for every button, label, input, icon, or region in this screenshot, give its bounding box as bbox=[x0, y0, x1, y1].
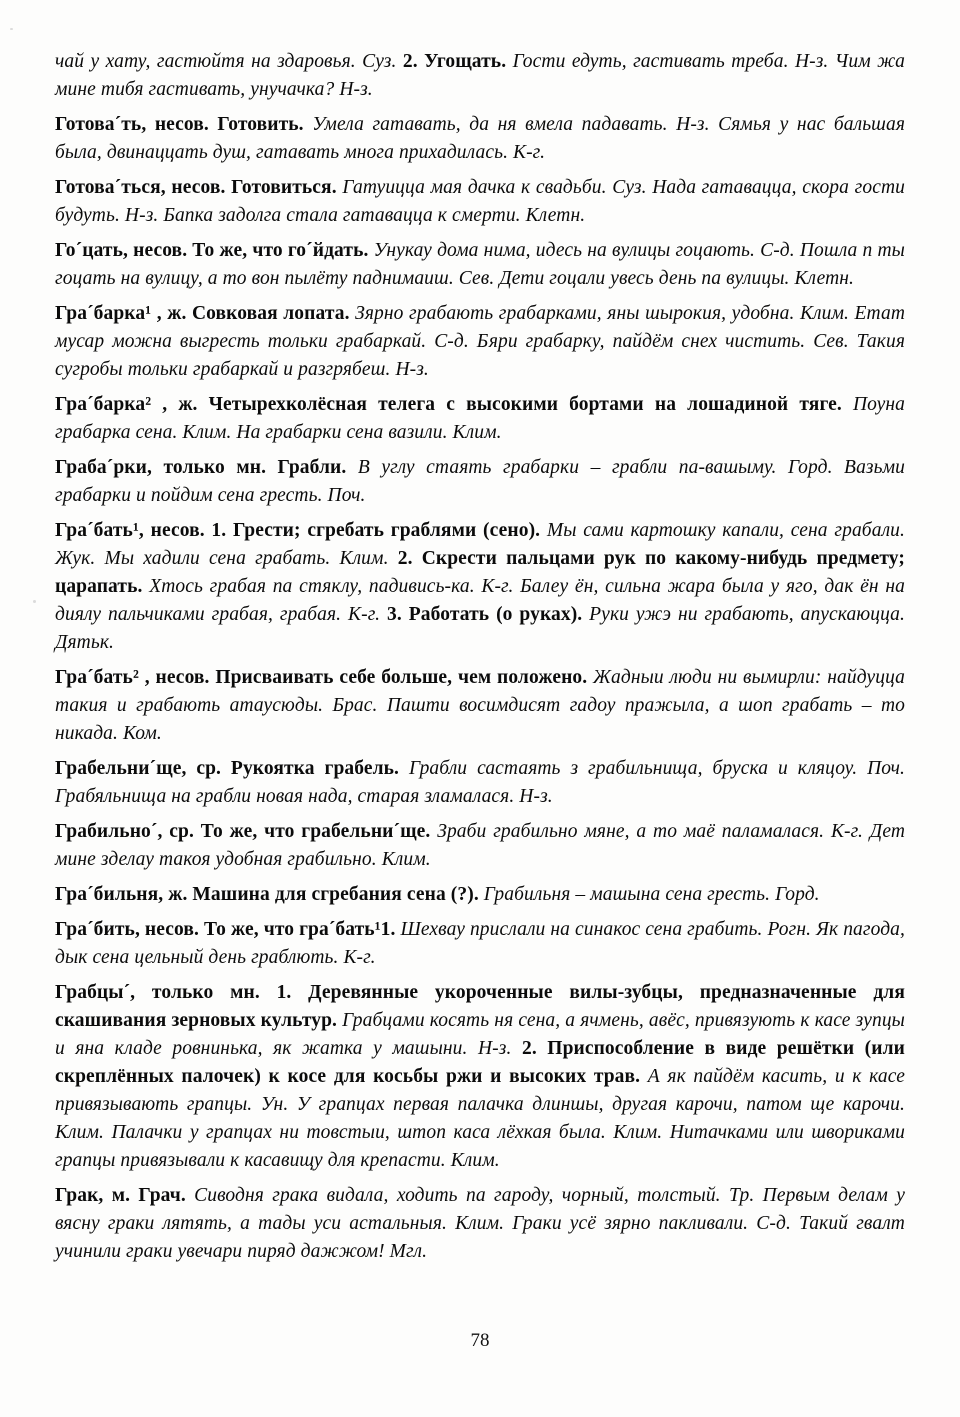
dictionary-entry bbox=[55, 300, 905, 384]
entry-example-text: Мы сами картошку капали, сена грабали. Жук. Мы хадили сена грабать. Клим. bbox=[55, 520, 905, 569]
dictionary-text-block bbox=[55, 48, 905, 1273]
entry-example-text: Хтось грабая па стяклу, падивись-ка. К-г. Балеу ён, сильна жара была у яго, дак ён на диялу пальчиками грабая, грабая. К-г. bbox=[55, 576, 905, 625]
entry-example-text: А як пайдём касить, и к касе привязывають грапцы. Ун. У грапцах первая палачка длиншы, другая карочи, патом ще карочи. Клим. Палачки у грапцах ни товстыи, штоп каса лёхкая была. Клим. Нитачками или швориками грапцы привязывали к касавищу для крепасти. Клим. bbox=[55, 1066, 906, 1171]
entry-headword-definition: Го´цать, несов. То же, что го´йдать. bbox=[55, 240, 374, 261]
entry-example-text: Руки ужэ ни грабають, апускаюцца. Дятьк. bbox=[55, 604, 905, 653]
dictionary-entry bbox=[55, 174, 905, 230]
entry-headword-definition: Гра´бать¹, несов. 1. Грести; сгребать граблями (сено). bbox=[55, 520, 547, 541]
scan-speck bbox=[33, 600, 36, 603]
entry-headword-definition: Гра´бать² , несов. Присваивать себе больше, чем положено. bbox=[55, 667, 594, 688]
dictionary-entry bbox=[55, 881, 905, 909]
entry-headword-definition: Гра´бить, несов. То же, что гра´бать¹1. bbox=[55, 919, 401, 940]
entry-example-text: Унукау дома нима, идесь на вулицы гоцають. С-д. Пошла п ты гоцать на вулицу, а то вон пылёту паднимаиш. Сев. Дети гоцали увесь день па вулицы. Клетн. bbox=[55, 240, 905, 289]
entry-example-text: Шехвау прислали на синакос сена грабить. Рогн. Як пагода, дык сена цельный день граблють. К-г. bbox=[55, 919, 905, 968]
entry-example-text: Грабли састаять з грабильнища, бруска и кляцоу. Поч. Грабяльнища на грабли новая нада, старая зламалася. Н-з. bbox=[55, 758, 905, 807]
dictionary-entry bbox=[55, 48, 905, 104]
dictionary-entry bbox=[55, 454, 905, 510]
entry-example-text: Сиводня грака видала, ходить па гароду, чорный, толстый. Тр. Первым делам у вясну граки лятять, а тады уси астальныя. Клим. Граки усё зярно пакливали. С-д. Такий гвалт учинили граки увечари пиряд дажжом! Мгл. bbox=[55, 1185, 905, 1262]
entry-example-text: Поуна грабарка сена. Клим. На грабарки сена вазили. Клим. bbox=[55, 394, 905, 443]
entry-example-text: чай у хату, гастюйтя на здаровья. Суз. bbox=[55, 51, 403, 72]
entry-headword-definition: 2. Приспособление в виде решётки (или скреплённых палочек) к косе для косьбы ржи и высоких трав. bbox=[55, 1038, 905, 1087]
entry-headword-definition: 2. Угощать. bbox=[402, 51, 513, 72]
dictionary-entry bbox=[55, 818, 905, 874]
entry-example-text: Гатуицца мая дачка к свадьби. Суз. Нада гатавацца, скора гости будуть. Н-з. Бапка задолга стала гатавацца к смерти. Клетн. bbox=[55, 177, 905, 226]
entry-headword-definition: Гра´барка² , ж. Четырехколёсная телега с высокими бортами на лошадиной тяге. bbox=[55, 394, 853, 415]
dictionary-entry bbox=[55, 755, 905, 811]
entry-example-text: Зярно грабають грабарками, яны шырокия, удобна. Клим. Етат мусар можна выгресть тольки грабаркай. С-д. Бяри грабарку, пайдём снех чистить. Сев. Такия сугробы тольки грабаркай и разгрябеш. Н-з. bbox=[55, 303, 905, 380]
dictionary-entry bbox=[55, 979, 905, 1175]
entry-headword-definition: 2. Скрести пальцами рук по какому-нибудь предмету; царапать. bbox=[55, 548, 905, 597]
entry-headword-definition: Готова´ть, несов. Готовить. bbox=[55, 114, 313, 135]
dictionary-entry bbox=[55, 1182, 905, 1266]
entry-example-text: Жадныи люди ни вымирли: найдуцца такия и грабають атаусюды. Брас. Пашти восимдисят гадоу пражыла, а шоп грабать – то никада. Ком. bbox=[55, 667, 906, 744]
entry-example-text: Гости едуть, гастивать треба. Н-з. Чим жа мине тибя гастивать, унучачка? Н-з. bbox=[55, 51, 905, 100]
entry-headword-definition: Грабельни´ще, ср. Рукоятка грабель. bbox=[55, 758, 409, 779]
dictionary-entry bbox=[55, 916, 905, 972]
entry-headword-definition: Готова´ться, несов. Готовиться. bbox=[55, 177, 343, 198]
entry-headword-definition: Грак, м. Грач. bbox=[55, 1185, 195, 1206]
entry-headword-definition: Гра´бильня, ж. Машина для сгребания сена (?). bbox=[55, 884, 484, 905]
entry-example-text: Умела гатавать, да ня вмела падавать. Н-з. Сямья у нас бальшая была, двинаццать душ, гатавать многа прихадилась. К-г. bbox=[55, 114, 905, 163]
dictionary-entry bbox=[55, 517, 905, 657]
entry-headword-definition: Граба´рки, только мн. Грабли. bbox=[55, 457, 358, 478]
dictionary-entry bbox=[55, 111, 905, 167]
dictionary-entry bbox=[55, 664, 905, 748]
entry-headword-definition: Грабцы´, только мн. 1. Деревянные укороченные вилы-зубцы, предназначенные для скашивания зерновых культур. bbox=[55, 982, 905, 1031]
dictionary-entry bbox=[55, 237, 905, 293]
page-number: 78 bbox=[470, 1330, 490, 1351]
scan-speck bbox=[10, 28, 13, 30]
entry-headword-definition: 3. Работать (о руках). bbox=[387, 604, 590, 625]
entry-example-text: Грабцами косять ня сена, а ячмень, авёс, привязують к касе зупцы и яна кладе ровнинька, як жатка у машыни. Н-з. bbox=[55, 1010, 905, 1059]
entry-example-text: Зраби грабильно мяне, а то маё паламалася. К-г. Дет мине зделау такоя удобная грабильно. Клим. bbox=[55, 821, 905, 870]
entry-headword-definition: Грабильно´, ср. То же, что грабельни´ще. bbox=[55, 821, 438, 842]
entry-headword-definition: Гра´барка¹ , ж. Совковая лопата. bbox=[55, 303, 356, 324]
dictionary-entry bbox=[55, 391, 905, 447]
entry-example-text: В углу стаять грабарки – грабли па-вашыму. Горд. Вазьми грабарки и пойдим сена гресть. Поч. bbox=[55, 457, 905, 506]
entry-example-text: Грабильня – машына сена гресть. Горд. bbox=[483, 884, 820, 905]
